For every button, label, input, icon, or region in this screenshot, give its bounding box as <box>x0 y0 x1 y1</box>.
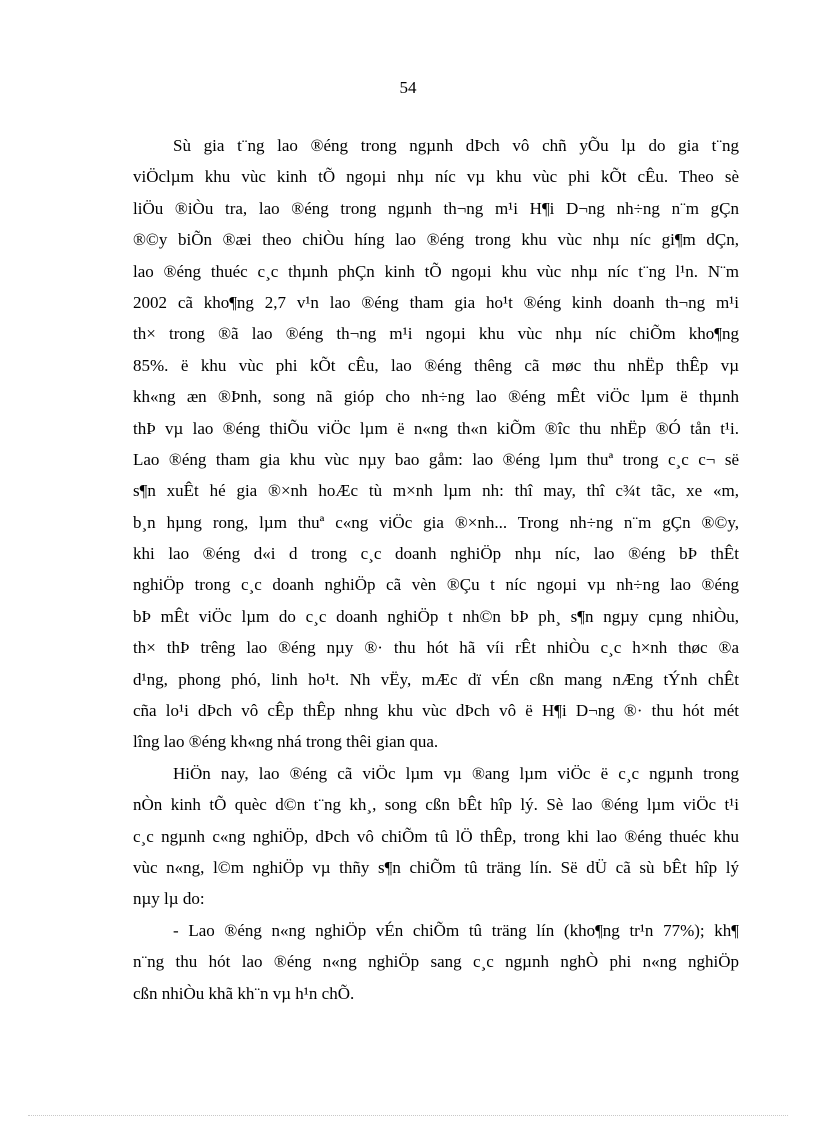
text-line: khi lao ®éng d«i d trong c¸c doanh nghiÖp nhµ níc, lao ®éng bÞ thÊt <box>133 544 739 564</box>
text-line: lîng lao ®éng kh«ng nhá trong thêi gian qua. <box>133 732 439 752</box>
paragraph-2 <box>133 758 739 915</box>
text-line: th× trong ®ã lao ®éng th¬ng m¹i ngoµi khu vùc nhµ níc chiÕm kho¶ng <box>133 324 739 344</box>
text-line: thÞ vµ lao ®éng thiÕu viÖc lµm ë n«ng th«n kiÕm ®îc thu nhËp ®Ó tån t¹i. <box>133 418 739 438</box>
text-line: c¸c ngµnh c«ng nghiÖp, dÞch vô chiÕm tû lÖ thÊp, trong khi lao ®éng thuéc khu <box>133 826 739 846</box>
paragraph-1 <box>133 130 739 758</box>
page-bottom-border <box>28 1115 788 1116</box>
text-line: viÖclµm khu vùc kinh tÕ ngoµi nhµ níc vµ khu vùc phi kÕt cÊu. Theo sè <box>133 167 739 187</box>
text-line: s¶n xuÊt hé gia ®×nh hoÆc tù m×nh lµm nh: thî may, thî c¾t tãc, xe «m, <box>133 481 739 501</box>
page-body <box>133 130 739 1009</box>
text-line: HiÖn nay, lao ®éng cã viÖc lµm vµ ®ang lµm viÖc ë c¸c ngµnh trong <box>173 763 739 783</box>
text-line: th× thÞ trêng lao ®éng nµy ®· thu hót hã víi rÊt nhiÒu c¸c h×nh thøc ®a <box>133 638 739 658</box>
text-line: lao ®éng thuéc c¸c thµnh phÇn kinh tÕ ngoµi khu vùc nhµ níc t¨ng l¹n. N¨m <box>133 261 739 281</box>
text-line: bÞ mÊt viÖc lµm do c¸c doanh nghiÖp t nh©n bÞ ph¸ s¶n ngµy cµng nhiÒu, <box>133 606 739 626</box>
text-line: cßn nhiÒu khã kh¨n vµ h¹n chÕ. <box>133 983 355 1003</box>
text-line: vùc n«ng, l©m nghiÖp vµ thñy s¶n chiÕm tû träng lín. Së dÜ cã sù bÊt hîp lý <box>133 857 739 877</box>
text-line: d¹ng, phong phó, linh ho¹t. Nh vËy, mÆc dï vÉn cßn mang nÆng tÝnh chÊt <box>133 669 739 689</box>
text-line: nÒn kinh tÕ quèc d©n t¨ng kh¸, song cßn bÊt hîp lý. Sè lao ®éng lµm viÖc t¹i <box>133 795 739 815</box>
paragraph-3-bullet <box>133 915 739 1009</box>
text-line: b¸n hµng rong, lµm thuª c«ng viÖc gia ®×nh... Trong nh÷ng n¨m gÇn ®©y, <box>133 512 739 532</box>
text-line: n¨ng thu hót lao ®éng n«ng nghiÖp sang c¸c ngµnh nghÒ phi n«ng nghiÖp <box>133 952 739 972</box>
page-number: 54 <box>399 78 417 97</box>
text-line: Sù gia t¨ng lao ®éng trong ngµnh dÞch vô chñ yÕu lµ do gia t¨ng <box>173 136 739 155</box>
text-line: 85%. ë khu vùc phi kÕt cÊu, lao ®éng thêng cã møc thu nhËp thÊp vµ <box>133 355 739 375</box>
text-line: nµy lµ do: <box>133 889 205 909</box>
text-line: ®©y biÕn ®æi theo chiÒu híng lao ®éng trong khu vùc nhµ níc gi¶m dÇn, <box>133 230 739 250</box>
text-line: - Lao ®éng n«ng nghiÖp vÉn chiÕm tû träng lín (kho¶ng tr¹n 77%); kh¶ <box>173 920 739 940</box>
text-line: Lao ®éng tham gia khu vùc nµy bao gåm: lao ®éng lµm thuª trong c¸c c¬ së <box>133 449 739 469</box>
text-line: cña lo¹i dÞch vô cÊp thÊp nhng khu vùc dÞch vô ë H¶i D¬ng ®· thu hót mét <box>133 701 739 721</box>
text-line: 2002 cã kho¶ng 2,7 v¹n lao ®éng tham gia ho¹t ®éng kinh doanh th¬ng m¹i <box>133 292 739 312</box>
text-line: liÖu ®iÒu tra, lao ®éng trong ngµnh th¬ng m¹i H¶i D¬ng nh÷ng n¨m gÇn <box>133 198 739 218</box>
text-line: kh«ng æn ®Þnh, song nã gióp cho nh÷ng lao ®éng mÊt viÖc lµm ë thµnh <box>133 387 739 407</box>
text-line: nghiÖp trong c¸c doanh nghiÖp cã vèn ®Çu t níc ngoµi vµ nh÷ng lao ®éng <box>133 575 739 595</box>
